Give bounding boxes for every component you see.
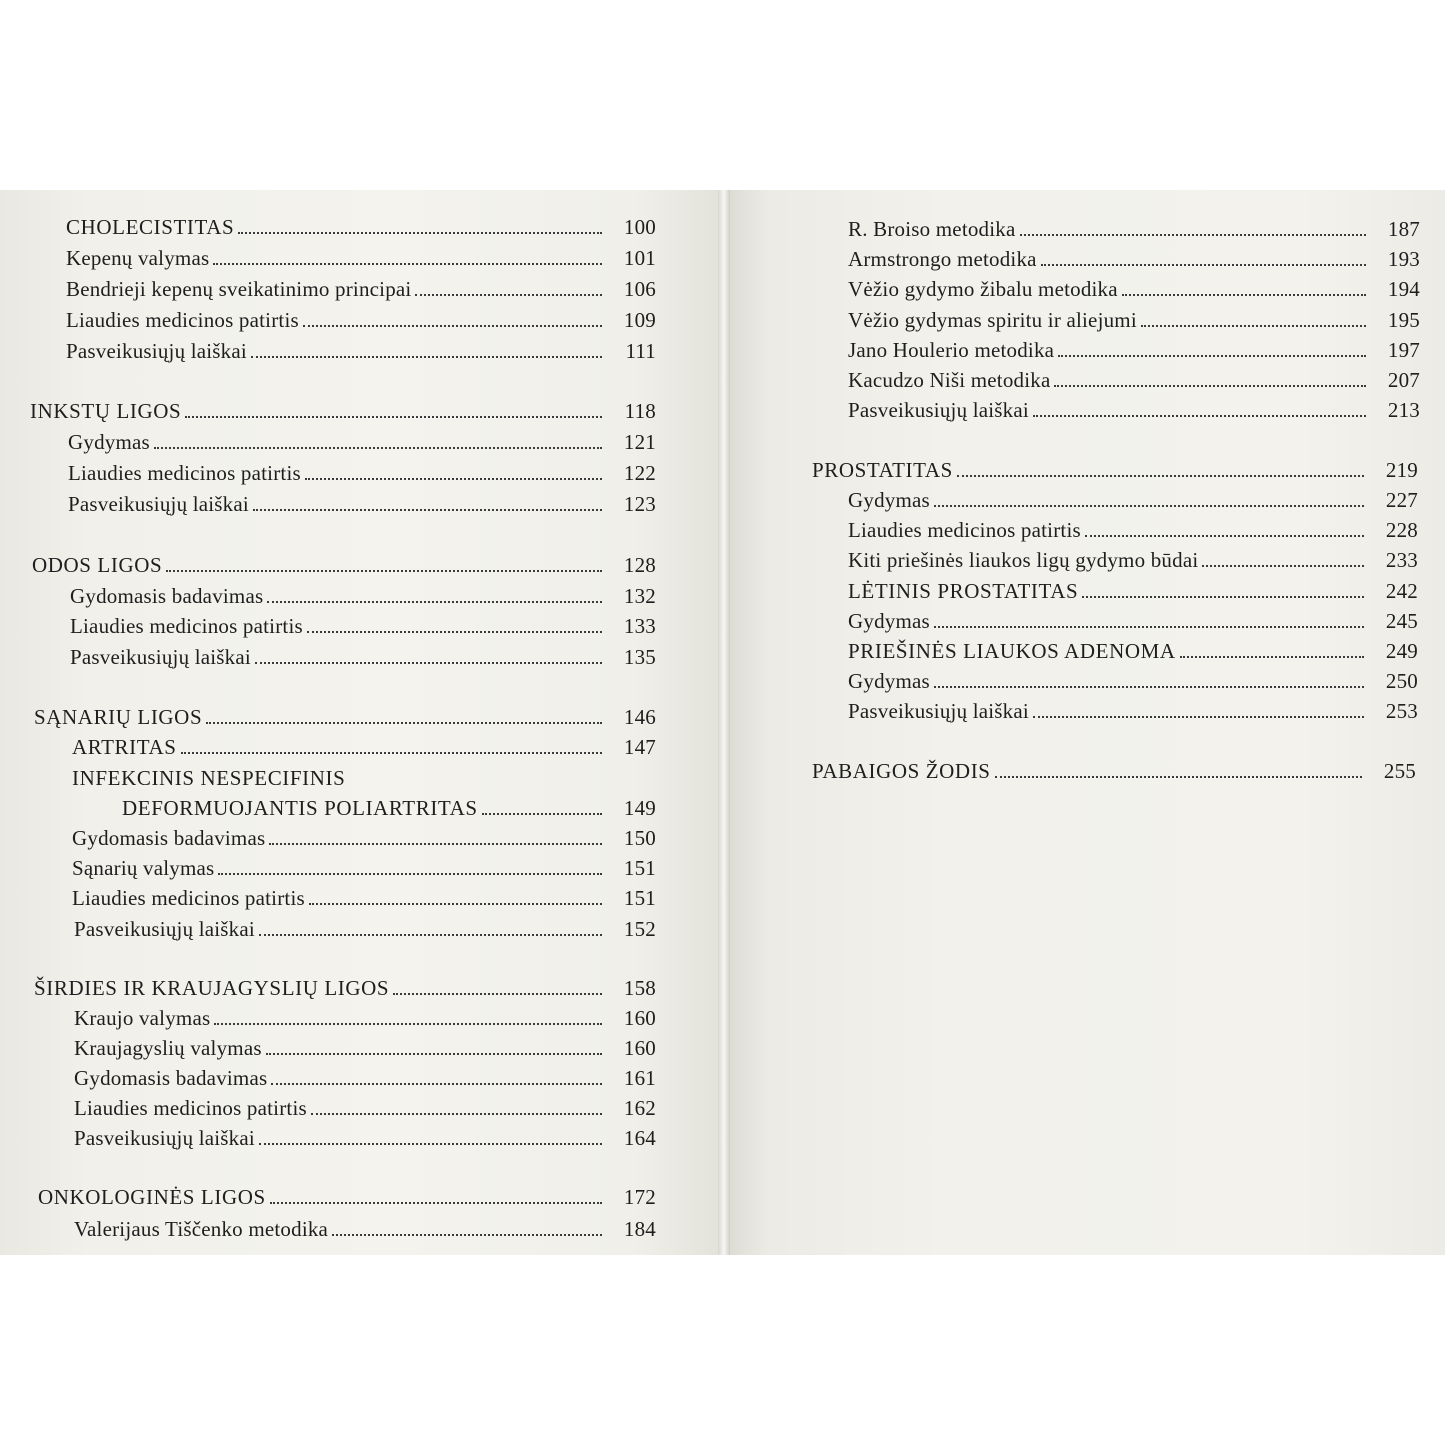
dot-leader: [259, 1127, 602, 1145]
book-gutter: [718, 190, 730, 1255]
toc-entry-title: Valerijaus Tiščenko metodika: [74, 1217, 329, 1241]
dot-leader: [393, 977, 602, 995]
toc-entry-page-number: 253: [1385, 699, 1418, 723]
toc-entry-page-number: 123: [623, 492, 656, 516]
toc-entry-page-number: 249: [1385, 639, 1418, 663]
toc-entry-title: ONKOLOGINĖS LIGOS: [38, 1185, 266, 1209]
toc-entry: [66, 332, 656, 362]
toc-entry-title: CHOLECISTITAS: [66, 215, 235, 239]
toc-entry-page-number: 233: [1385, 548, 1418, 572]
toc-entry-page-number: 245: [1385, 609, 1418, 633]
toc-entry: [812, 752, 1416, 782]
toc-entry-title: Kiti priešinės liaukos ligų gydymo būdai: [848, 548, 1199, 572]
toc-entry-page-number: 132: [623, 584, 656, 608]
toc-entry: [70, 577, 656, 607]
dot-leader: [185, 400, 602, 418]
toc-entry: [66, 301, 656, 331]
toc-entry-page-number: 151: [623, 886, 656, 910]
toc-entry: [66, 239, 656, 269]
toc-entry: [72, 759, 656, 789]
toc-entry-page-number: 111: [625, 339, 656, 363]
toc-entry-title: Pasveikusiųjų laiškai: [74, 1126, 255, 1150]
toc-entry: [72, 728, 656, 758]
toc-entry: [34, 969, 656, 999]
dot-leader: [309, 887, 602, 905]
toc-entry-title: INFEKCINIS NESPECIFINIS: [72, 766, 346, 790]
toc-entry: [848, 331, 1420, 361]
toc-entry-title: Bendrieji kepenų sveikatinimo principai: [66, 277, 412, 301]
toc-entry-title: LĖTINIS PROSTATITAS: [848, 579, 1079, 603]
toc-entry-page-number: 193: [1387, 247, 1420, 271]
toc-entry: [72, 879, 656, 909]
toc-entry: [74, 1089, 656, 1119]
dot-leader: [181, 736, 602, 754]
toc-entry-page-number: 162: [623, 1096, 656, 1120]
toc-entry: [848, 662, 1418, 692]
dot-leader: [307, 615, 602, 633]
dot-leader: [1082, 580, 1364, 598]
toc-entry-title: SĄNARIŲ LIGOS: [34, 705, 203, 729]
toc-entry-page-number: 228: [1385, 518, 1418, 542]
toc-entry: [66, 208, 656, 238]
dot-leader: [311, 1097, 602, 1115]
dot-leader: [1020, 218, 1366, 236]
toc-entry: [32, 546, 656, 576]
toc-entry-title: Pasveikusiųjų laiškai: [848, 699, 1029, 723]
toc-entry-page-number: 161: [623, 1066, 656, 1090]
toc-entry-title: Kacudzo Niši metodika: [848, 368, 1051, 392]
toc-entry-page-number: 147: [623, 735, 656, 759]
toc-entry: [848, 572, 1418, 602]
dot-leader: [995, 760, 1362, 778]
dot-leader: [166, 554, 602, 572]
toc-entry: [68, 454, 656, 484]
toc-entry: [848, 240, 1420, 270]
toc-entry-title: INKSTŲ LIGOS: [30, 399, 182, 423]
toc-entry-title: Kepenų valymas: [66, 246, 210, 270]
toc-entry-title: DEFORMUOJANTIS POLIARTRITAS: [122, 796, 478, 820]
dot-leader: [303, 309, 602, 327]
dot-leader: [251, 340, 602, 358]
toc-entry-title: PABAIGOS ŽODIS: [812, 759, 991, 783]
toc-entry-title: Vėžio gydymas spiritu ir aliejumi: [848, 308, 1137, 332]
dot-leader: [957, 459, 1364, 477]
toc-entry-page-number: 197: [1387, 338, 1420, 362]
dot-leader: [206, 706, 602, 724]
toc-entry-page-number: 150: [623, 826, 656, 850]
toc-entry: [30, 392, 656, 422]
dot-leader: [934, 489, 1364, 507]
dot-leader: [253, 493, 602, 511]
toc-entry-page-number: 227: [1385, 488, 1418, 512]
dot-leader: [218, 857, 602, 875]
toc-entry-page-number: 213: [1387, 398, 1420, 422]
toc-entry-title: ARTRITAS: [72, 735, 177, 759]
toc-entry-page-number: 122: [623, 461, 656, 485]
toc-entry-page-number: 158: [623, 976, 656, 1000]
toc-entry-page-number: 121: [623, 430, 656, 454]
dot-leader: [1033, 700, 1364, 718]
toc-entry-title: Liaudies medicinos patirtis: [66, 308, 299, 332]
dot-leader: [1141, 309, 1366, 327]
dot-leader: [213, 247, 602, 265]
toc-entry-page-number: 152: [623, 917, 656, 941]
toc-entry-page-number: 194: [1387, 277, 1420, 301]
toc-entry: [122, 789, 656, 819]
toc-entry-title: Liaudies medicinos patirtis: [68, 461, 301, 485]
toc-entry: [848, 602, 1418, 632]
toc-entry: [74, 1119, 656, 1149]
toc-entry-page-number: 135: [623, 645, 656, 669]
toc-entry-page-number: 172: [623, 1185, 656, 1209]
toc-entry-page-number: 242: [1385, 579, 1418, 603]
toc-entry-title: Gydomasis badavimas: [74, 1066, 268, 1090]
toc-entry-page-number: 151: [623, 856, 656, 880]
dot-leader: [269, 827, 602, 845]
toc-entry-title: Pasveikusiųjų laiškai: [848, 398, 1029, 422]
dot-leader: [305, 462, 602, 480]
dot-leader: [259, 918, 602, 936]
toc-entry: [848, 692, 1418, 722]
toc-entry-title: Pasveikusiųjų laiškai: [70, 645, 251, 669]
toc-entry-title: Kraujagyslių valymas: [74, 1036, 262, 1060]
toc-entry: [848, 541, 1418, 571]
toc-entry-title: Kraujo valymas: [74, 1006, 211, 1030]
toc-entry-title: Armstrongo metodika: [848, 247, 1037, 271]
toc-entry-page-number: 146: [623, 705, 656, 729]
toc-entry-page-number: 101: [623, 246, 656, 270]
dot-leader: [154, 431, 602, 449]
toc-entry-title: Vėžio gydymo žibalu metodika: [848, 277, 1118, 301]
toc-entry-page-number: 187: [1387, 217, 1420, 241]
toc-entry-title: Pasveikusiųjų laiškai: [74, 917, 255, 941]
toc-entry-page-number: 160: [623, 1006, 656, 1030]
toc-entry: [848, 391, 1420, 421]
toc-entry-page-number: 250: [1385, 669, 1418, 693]
toc-entry-title: Pasveikusiųjų laiškai: [68, 492, 249, 516]
toc-entry: [70, 607, 656, 637]
toc-entry-title: Gydymas: [68, 430, 150, 454]
dot-leader: [1202, 549, 1364, 567]
toc-entry-page-number: 100: [623, 215, 656, 239]
toc-entry-title: Gydymas: [848, 609, 930, 633]
toc-entry-page-number: 109: [623, 308, 656, 332]
toc-entry: [848, 361, 1420, 391]
toc-entry: [74, 1210, 656, 1240]
dot-leader: [332, 1218, 602, 1236]
toc-entry: [812, 451, 1418, 481]
dot-leader: [255, 646, 602, 664]
dot-leader: [934, 670, 1364, 688]
toc-entry-page-number: 106: [623, 277, 656, 301]
toc-entry: [66, 270, 656, 300]
dot-leader: [1122, 278, 1366, 296]
toc-entry: [72, 849, 656, 879]
toc-entry: [34, 698, 656, 728]
toc-entry: [68, 423, 656, 453]
dot-leader: [482, 797, 602, 815]
toc-entry: [74, 1059, 656, 1089]
toc-entry-title: PRIEŠINĖS LIAUKOS ADENOMA: [848, 639, 1176, 663]
toc-entry: [74, 1029, 656, 1059]
toc-entry: [848, 481, 1418, 511]
dot-leader: [1058, 339, 1366, 357]
toc-entry: [848, 270, 1420, 300]
toc-entry-title: Jano Houlerio metodika: [848, 338, 1055, 362]
toc-entry-title: Gydomasis badavimas: [70, 584, 264, 608]
toc-entry-page-number: 118: [624, 399, 656, 423]
dot-leader: [214, 1007, 602, 1025]
toc-entry-page-number: 160: [623, 1036, 656, 1060]
toc-entry-page-number: 207: [1387, 368, 1420, 392]
toc-entry-title: R. Broiso metodika: [848, 217, 1016, 241]
toc-entry: [72, 819, 656, 849]
toc-entry-title: Gydymas: [848, 669, 930, 693]
toc-entry-page-number: 195: [1387, 308, 1420, 332]
dot-leader: [266, 1037, 602, 1055]
toc-entry-title: Liaudies medicinos patirtis: [70, 614, 303, 638]
toc-entry-page-number: 133: [623, 614, 656, 638]
toc-entry-page-number: 149: [623, 796, 656, 820]
toc-entry-title: ŠIRDIES IR KRAUJAGYSLIŲ LIGOS: [34, 976, 390, 1000]
toc-entry: [848, 632, 1418, 662]
dot-leader: [1054, 369, 1366, 387]
toc-entry: [74, 999, 656, 1029]
dot-leader: [349, 769, 602, 785]
toc-entry-title: Liaudies medicinos patirtis: [72, 886, 305, 910]
toc-entry-page-number: 184: [623, 1217, 656, 1241]
dot-leader: [1085, 519, 1364, 537]
dot-leader: [271, 1067, 602, 1085]
dot-leader: [238, 216, 602, 234]
dot-leader: [1180, 640, 1364, 658]
toc-entry: [848, 301, 1420, 331]
toc-entry-title: PROSTATITAS: [812, 458, 953, 482]
toc-entry: [74, 910, 656, 940]
toc-entry-page-number: 128: [623, 553, 656, 577]
dot-leader: [1041, 248, 1366, 266]
dot-leader: [1033, 399, 1366, 417]
toc-entry: [848, 511, 1418, 541]
toc-entry-title: Sąnarių valymas: [72, 856, 215, 880]
toc-entry: [38, 1178, 656, 1208]
toc-entry-page-number: 255: [1383, 759, 1416, 783]
toc-entry-title: Pasveikusiųjų laiškai: [66, 339, 247, 363]
toc-entry: [848, 210, 1420, 240]
toc-entry: [68, 485, 656, 515]
dot-leader: [267, 585, 602, 603]
dot-leader: [415, 278, 602, 296]
toc-entry-page-number: 219: [1385, 458, 1418, 482]
toc-entry-title: Liaudies medicinos patirtis: [74, 1096, 307, 1120]
toc-entry-title: ODOS LIGOS: [32, 553, 163, 577]
toc-entry-title: Liaudies medicinos patirtis: [848, 518, 1081, 542]
dot-leader: [934, 610, 1364, 628]
toc-entry-title: Gydymas: [848, 488, 930, 512]
toc-entry-page-number: 164: [623, 1126, 656, 1150]
toc-entry-title: Gydomasis badavimas: [72, 826, 266, 850]
dot-leader: [270, 1186, 602, 1204]
toc-entry: [70, 638, 656, 668]
